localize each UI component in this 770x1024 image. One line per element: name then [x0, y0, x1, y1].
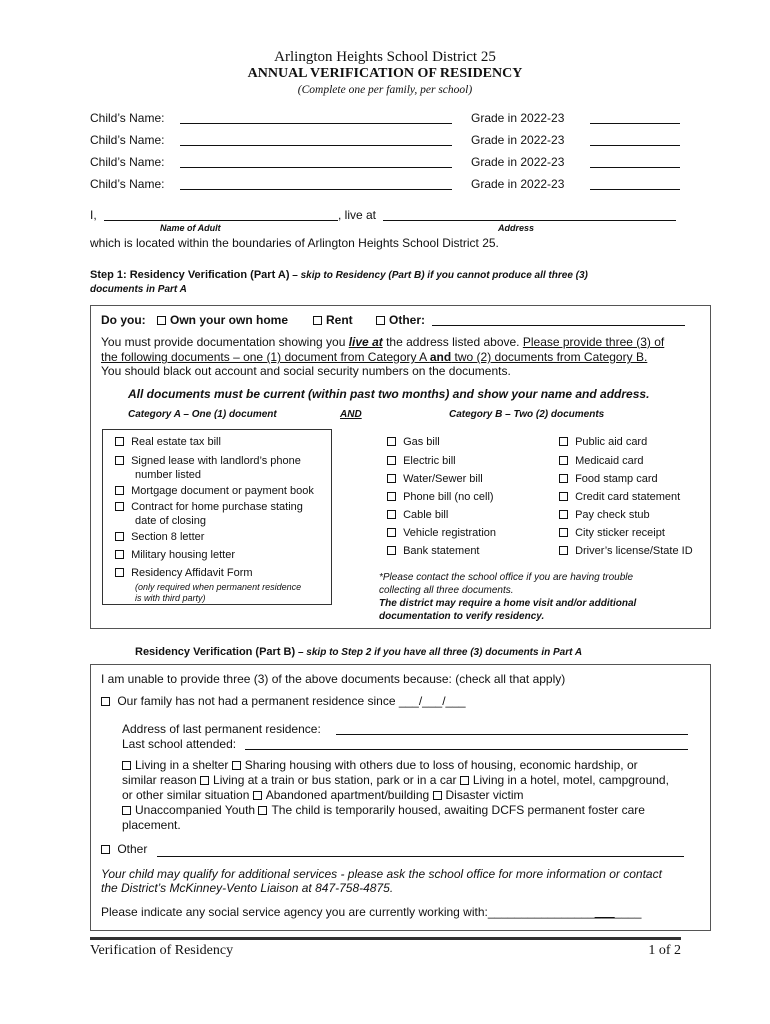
rent-option[interactable] [313, 313, 353, 327]
item-label: Bank statement [403, 545, 480, 557]
own-home-option[interactable] [157, 313, 288, 327]
other-option[interactable] [376, 313, 425, 327]
situation-line [122, 788, 524, 802]
no-permanent-label: Our family has not had a permanent residence since ___/___/___ [117, 694, 466, 708]
instruction-text: the following documents – one (1) document from Category A [101, 350, 430, 364]
last-school-field[interactable] [245, 749, 688, 750]
agency-line[interactable] [101, 905, 641, 919]
address-field[interactable] [383, 220, 676, 221]
cat-a-item[interactable] [115, 501, 303, 513]
child-name-label: Child’s Name: [90, 133, 165, 147]
checkbox[interactable] [232, 761, 241, 770]
sharing-housing-label: Sharing housing with others due to loss of housing, economic hardship, or [244, 758, 638, 772]
checkbox[interactable] [387, 456, 396, 465]
checkbox[interactable] [559, 528, 568, 537]
cat-a-item[interactable] [115, 549, 235, 561]
grade-label: Grade in 2022-23 [471, 111, 565, 125]
unable-text: I am unable to provide three (3) of the above documents because: (check all that apply) [101, 672, 566, 686]
step1-note-2: documents in Part A [90, 284, 187, 295]
checkbox[interactable] [387, 437, 396, 446]
item-label: Food stamp card [575, 473, 658, 485]
grade-label: Grade in 2022-23 [471, 177, 565, 191]
item-label: Section 8 letter [131, 531, 205, 543]
cat-b-item[interactable] [387, 527, 496, 539]
item-label: Vehicle registration [403, 527, 497, 539]
current-notice: All documents must be current (within past two months) and show your name and address. [128, 387, 650, 401]
cat-b-item[interactable] [559, 491, 680, 503]
checkbox[interactable] [122, 806, 131, 815]
instruction-underlined: Please provide three (3) of [522, 335, 665, 349]
checkbox[interactable] [115, 456, 124, 465]
page-number: 1 of 2 [648, 943, 681, 958]
checkbox[interactable] [387, 474, 396, 483]
step1-heading [90, 269, 588, 281]
cat-a-item[interactable] [115, 436, 221, 448]
hotel-cont: or other similar situation [122, 788, 253, 802]
checkbox[interactable] [101, 697, 110, 706]
contact-note: collecting all three documents. [379, 585, 514, 596]
cat-b-item[interactable] [387, 509, 448, 521]
other-checkbox[interactable] [376, 316, 385, 325]
child-name-field[interactable] [180, 145, 452, 146]
child-name-field[interactable] [180, 167, 452, 168]
item-label: Residency Affidavit Form [131, 567, 253, 579]
dcfs-cont: placement. [122, 818, 181, 832]
checkbox[interactable] [460, 776, 469, 785]
checkbox[interactable] [433, 791, 442, 800]
checkbox[interactable] [115, 550, 124, 559]
item-label: Gas bill [403, 436, 440, 448]
child-name-label: Child’s Name: [90, 111, 165, 125]
instruction-text: two (2) documents from Category B. [451, 350, 648, 364]
checkbox[interactable] [101, 845, 110, 854]
child-name-field[interactable] [180, 123, 452, 124]
cat-a-item-cont: date of closing [135, 515, 206, 527]
live-at-label: , live at [338, 208, 377, 222]
last-address-label: Address of last permanent residence: [122, 722, 321, 736]
footer-rule [90, 937, 681, 940]
cat-b-item[interactable] [387, 473, 483, 485]
last-school-label: Last school attended: [122, 737, 237, 751]
shelter-label: Living in a shelter [135, 758, 232, 772]
checkbox[interactable] [115, 532, 124, 541]
qualify-note: Your child may qualify for additional services - please ask the school office for more information or contact [101, 867, 662, 881]
station-label: Living at a train or bus station, park or in a car [213, 773, 460, 787]
cat-a-item[interactable] [115, 455, 301, 467]
rent-label: Rent [326, 313, 353, 327]
affidavit-note: is with third party) [135, 593, 206, 603]
do-you-row [101, 313, 146, 327]
grade-label: Grade in 2022-23 [471, 155, 565, 169]
item-label: Water/Sewer bill [403, 473, 483, 485]
cat-b-item[interactable] [387, 455, 456, 467]
boundary-text: which is located within the boundaries of Arlington Heights School District 25. [90, 236, 499, 250]
unaccompanied-label: Unaccompanied Youth [135, 803, 259, 817]
cat-b-item[interactable] [387, 545, 480, 557]
own-home-label: Own your own home [170, 313, 289, 327]
doc-instruction-1 [101, 335, 664, 349]
do-you-label: Do you: [101, 313, 146, 327]
footer-title: Verification of Residency [90, 943, 234, 958]
other-label: Other: [389, 313, 425, 327]
item-label: Pay check stub [575, 509, 650, 521]
live-at-emphasis: live at [348, 335, 383, 349]
agency-field[interactable]: ___ [594, 905, 615, 919]
address-caption: Address [498, 223, 535, 233]
cat-b-item[interactable] [559, 527, 665, 539]
hotel-label: Living in a hotel, motel, campground, [472, 773, 669, 787]
cat-a-item-cont: number listed [135, 469, 202, 481]
cat-b-item[interactable] [559, 473, 658, 485]
form-title: ANNUAL VERIFICATION OF RESIDENCY [247, 66, 523, 81]
item-label: Real estate tax bill [131, 436, 221, 448]
cat-a-item[interactable] [115, 531, 204, 543]
checkbox[interactable] [387, 528, 396, 537]
item-label: Cable bill [403, 509, 449, 521]
doc-instruction-2 [101, 350, 647, 364]
item-label: Public aid card [575, 436, 648, 448]
and-emphasis: and [429, 350, 452, 364]
qualify-note: the District’s McKinney-Vento Liaison at 847-758-4875. [101, 881, 394, 895]
item-label: Signed lease with landlord’s phone [131, 455, 301, 467]
cat-b-item[interactable] [387, 491, 494, 503]
step1-note: – skip to Residency (Part B) if you cannot produce all three (3) [289, 270, 588, 281]
name-caption: Name of Adult [160, 223, 221, 233]
item-label: City sticker receipt [575, 527, 665, 539]
other-field[interactable] [432, 325, 685, 326]
category-b-heading: Category B – Two (2) documents [449, 409, 605, 420]
checkbox[interactable] [115, 568, 124, 577]
other-reason-field[interactable] [157, 856, 684, 857]
category-a-heading: Category A – One (1) document [128, 409, 277, 420]
rent-checkbox[interactable] [313, 316, 322, 325]
no-permanent-option[interactable] [101, 694, 466, 708]
cat-a-item[interactable] [115, 485, 314, 497]
and-label: AND [340, 409, 362, 420]
dcfs-label: The child is temporarily housed, awaiting DCFS permanent foster care [271, 803, 645, 817]
item-label: Medicaid card [575, 455, 644, 467]
agency-label: Please indicate any social service agency you are currently working with:________________ [101, 905, 595, 919]
item-label: Contract for home purchase stating [131, 501, 303, 513]
child-name-field[interactable] [180, 189, 452, 190]
step1-title: Step 1: Residency Verification (Part A) [90, 269, 290, 281]
item-label: Credit card statement [575, 491, 681, 503]
cat-b-item[interactable] [559, 436, 647, 448]
grade-field[interactable] [590, 123, 680, 124]
checkbox[interactable] [258, 806, 267, 815]
adult-name-field[interactable] [104, 220, 338, 221]
checkbox[interactable] [387, 546, 396, 555]
checkbox[interactable] [387, 492, 396, 501]
cat-b-item[interactable] [559, 545, 693, 557]
checkbox[interactable] [122, 761, 131, 770]
item-label: Driver’s license/State ID [575, 545, 693, 557]
district-name: Arlington Heights School District 25 [274, 49, 496, 65]
checkbox[interactable] [115, 486, 124, 495]
other-reason-label: Other [117, 842, 148, 856]
grade-field[interactable] [590, 189, 680, 190]
home-visit-note: The district may require a home visit and/or additional [379, 598, 637, 609]
checkbox[interactable] [559, 492, 568, 501]
other-reason-option[interactable] [101, 842, 147, 856]
cat-a-item[interactable] [115, 567, 253, 579]
grade-field[interactable] [590, 145, 680, 146]
checkbox[interactable] [115, 437, 124, 446]
checkbox[interactable] [200, 776, 209, 785]
checkbox[interactable] [559, 456, 568, 465]
child-name-label: Child’s Name: [90, 155, 165, 169]
disaster-label: Disaster victim [445, 788, 524, 802]
agency-field-end[interactable]: ____ [614, 905, 642, 919]
form-subtitle: (Complete one per family, per school) [297, 84, 473, 96]
item-label: Mortgage document or payment book [131, 485, 314, 497]
item-label: Electric bill [403, 455, 456, 467]
cat-b-item[interactable] [559, 455, 644, 467]
checkbox[interactable] [253, 791, 262, 800]
situation-line [122, 773, 669, 787]
situation-line [122, 758, 638, 772]
sharing-housing-cont: similar reason [122, 773, 201, 787]
home-visit-note: documentation to verify residency. [379, 611, 545, 622]
last-address-field[interactable] [336, 734, 688, 735]
doc-instruction-3: You should black out account and social security numbers on the documents. [101, 364, 511, 378]
checkbox[interactable] [559, 474, 568, 483]
grade-field[interactable] [590, 167, 680, 168]
checkbox[interactable] [559, 510, 568, 519]
own-home-checkbox[interactable] [157, 316, 166, 325]
checkbox[interactable] [387, 510, 396, 519]
i-label: I, [90, 208, 97, 222]
cat-b-item[interactable] [559, 509, 650, 521]
item-label: Military housing letter [131, 549, 235, 561]
instruction-text: You must provide documentation showing you [101, 335, 349, 349]
part-b-heading [135, 646, 582, 658]
affidavit-note: (only required when permanent residence [135, 582, 302, 592]
grade-label: Grade in 2022-23 [471, 133, 565, 147]
checkbox[interactable] [115, 502, 124, 511]
part-b-note: – skip to Step 2 if you have all three (3) documents in Part A [295, 647, 583, 658]
situation-line [122, 803, 645, 817]
instruction-text: the address listed above. [382, 335, 523, 349]
contact-note: *Please contact the school office if you are having trouble [379, 572, 634, 583]
part-b-title: Residency Verification (Part B) [135, 646, 296, 658]
item-label: Phone bill (no cell) [403, 491, 494, 503]
checkbox[interactable] [559, 437, 568, 446]
child-name-label: Child’s Name: [90, 177, 165, 191]
cat-b-item[interactable] [387, 436, 440, 448]
abandoned-label: Abandoned apartment/building [265, 788, 433, 802]
checkbox[interactable] [559, 546, 568, 555]
